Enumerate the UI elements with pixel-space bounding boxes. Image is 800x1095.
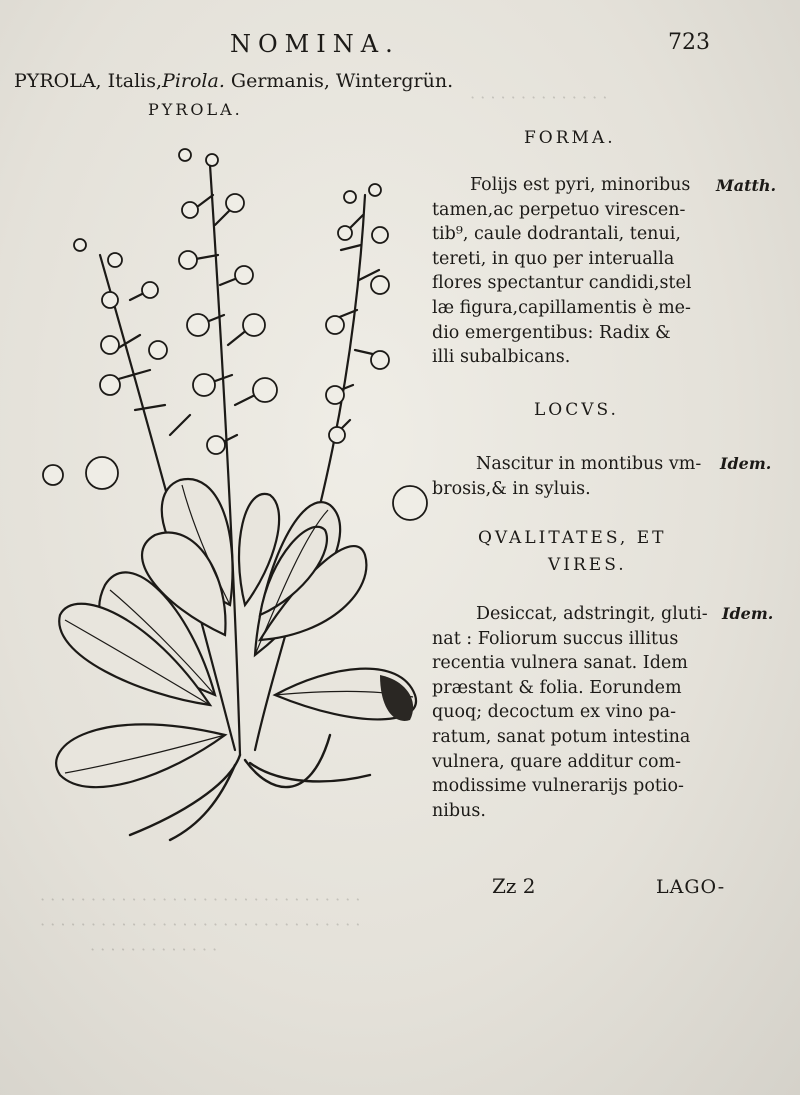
section-heading-vires: VIRES. xyxy=(548,555,627,575)
text-line: nibus. xyxy=(432,800,486,821)
text-line: tib⁹, caule dodrantali, tenui, xyxy=(432,224,681,245)
section-heading-locus: LOCVS. xyxy=(534,400,619,420)
text-line: Folijs est pyri, minoribus xyxy=(470,175,691,195)
pyrola-woodcut-illustration xyxy=(30,135,430,845)
text-line: nat : Foliorum succus illitus xyxy=(432,628,679,649)
bleed-through-decoration: · · · · · · · · · · · · · xyxy=(90,940,218,959)
text-line: quoq; decoctum ex vino pa- xyxy=(432,702,677,723)
catchword: LAGO- xyxy=(656,876,726,898)
text-line: præstant & folia. Eorundem xyxy=(432,677,682,698)
bleed-through-decoration: · · · · · · · · · · · · · · · · · · · · · · · · · · · · · · · · xyxy=(40,890,361,909)
margin-note-idem: Idem. xyxy=(720,454,772,473)
section-heading-forma: FORMA. xyxy=(524,128,616,148)
text-line: tereti, in quo per interualla xyxy=(432,248,675,269)
text-line: tamen,ac perpetuo virescen- xyxy=(432,199,686,220)
bleed-through-decoration: · · · · · · · · · · · · · · xyxy=(470,88,608,107)
qualitates-text xyxy=(432,602,708,823)
bleed-through-decoration: · · · · · · · · · · · · · · · · · · · · · · · · · · · · · · · · xyxy=(40,915,361,934)
text-line: recentia vulnera sanat. Idem xyxy=(432,653,688,674)
text-line: læ figura,capillamentis è me- xyxy=(432,297,691,318)
text-line: illi subalbicans. xyxy=(432,347,571,368)
plant-caption: PYROLA. xyxy=(148,100,243,119)
signature-mark: Zz 2 xyxy=(492,874,536,898)
text-line: brosis,& in syluis. xyxy=(432,478,591,499)
text-line: flores spectantur candidi,stel xyxy=(432,273,692,294)
forma-text xyxy=(432,173,691,370)
page-number: 723 xyxy=(668,30,710,55)
margin-note-matth: Matth. xyxy=(716,176,777,195)
locus-text xyxy=(432,452,701,501)
names-italic-word: Pirola. xyxy=(162,70,225,92)
section-heading-qualitates: QVALITATES, ET xyxy=(478,528,667,548)
plant-names-line xyxy=(14,70,453,92)
text-line: Nascitur in montibus vm- xyxy=(476,454,702,474)
margin-note-idem: Idem. xyxy=(722,604,774,623)
running-head: NOMINA. xyxy=(230,30,400,58)
text-line: vulnera, quare additur com- xyxy=(432,751,682,772)
text-line: modissime vulnerarijs potio- xyxy=(432,776,684,797)
text-line: ratum, sanat potum intestina xyxy=(432,726,691,747)
text-line: Desiccat, adstringit, gluti- xyxy=(476,604,708,624)
text-line: dio emergentibus: Radix & xyxy=(432,322,671,343)
names-part-1: PYROLA, Italis, xyxy=(14,70,163,92)
names-part-2: Germanis, Wintergrün. xyxy=(224,70,454,92)
